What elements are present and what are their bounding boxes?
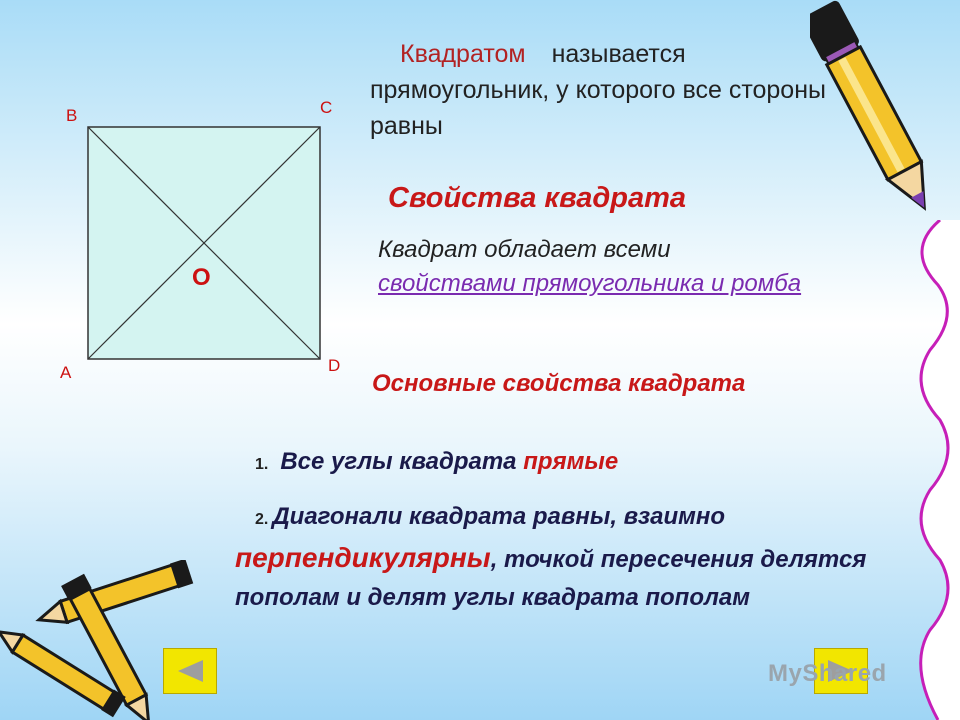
square-figure (60, 95, 360, 390)
main-properties-title: Основные свойства квадрата (372, 370, 746, 397)
definition-text (370, 36, 840, 144)
properties-link[interactable]: свойствами прямоугольника и ромба (378, 270, 802, 297)
property-text-1: Все углы квадрата (280, 448, 517, 475)
properties-text (378, 233, 848, 301)
property-text-2: Диагонали квадрата равны, взаимно (272, 503, 726, 530)
property-highlight-1: прямые (523, 448, 619, 475)
vertex-label-b: В (66, 106, 78, 125)
definition-term: Квадратом (400, 40, 526, 68)
vertex-label-c: С (320, 98, 333, 117)
vertex-label-d: D (328, 356, 341, 375)
wavy-stripe-decoration (900, 220, 960, 720)
property-item-1 (255, 448, 618, 476)
properties-intro: Квадрат обладает всеми (378, 236, 671, 263)
center-label-o: О (192, 264, 211, 291)
property-item-2 (235, 498, 875, 617)
property-number-1: 1. (255, 456, 269, 473)
definition-rest: прямоугольник, у которого все стороны равны (370, 76, 826, 140)
pencils-icon (0, 560, 200, 720)
property-rest-2: , точкой пересечения делятся пополам и делят углы квадрата пополам (235, 546, 867, 611)
triangle-left-icon (175, 658, 205, 684)
pencil-icon (810, 0, 940, 230)
property-number-2: 2. (255, 511, 269, 528)
property-highlight-2: перпендикулярны (235, 542, 491, 573)
prev-slide-button[interactable] (163, 648, 217, 694)
properties-title: Свойства квадрата (388, 182, 687, 214)
definition-word: называется (551, 40, 686, 68)
vertex-label-a: А (60, 363, 72, 382)
brand-watermark: MyShared (768, 660, 887, 687)
